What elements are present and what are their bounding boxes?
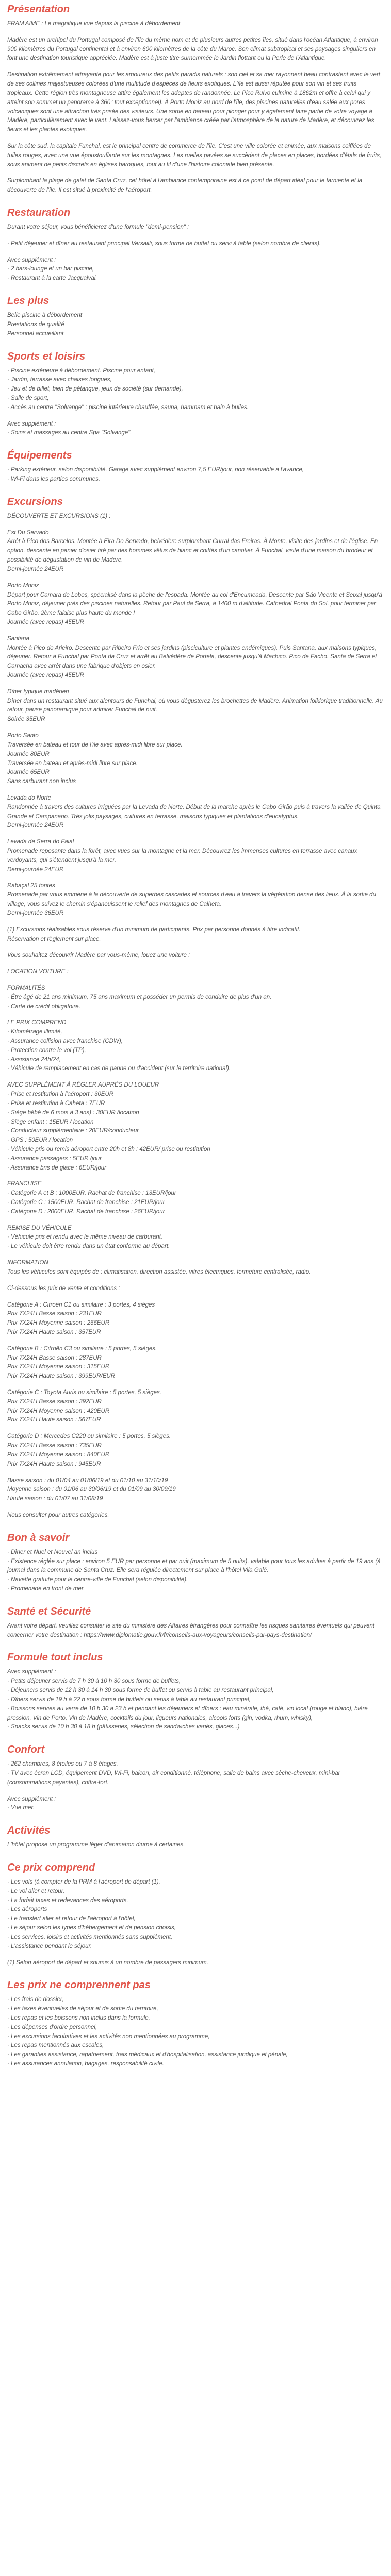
text-line: · La forfait taxes et redevances des aéroports,: [7, 1897, 128, 1904]
text-line: Levada do Norte: [7, 794, 52, 801]
text-line: Promenade par vous emmène à la découverte de superbes cascades et sources d'eau à travers la végétation dense des lieux. À la sortie du village, vous suivez le chemin s'épanouissent le relief des montagnes de Calheta.: [7, 892, 376, 908]
section-bon-a-savoir: [7, 1532, 384, 1594]
text-line: · Siège enfant : 15EUR / location: [7, 1118, 94, 1125]
text-block: [7, 1622, 384, 1640]
text-line: Surplombant la plage de galet de Santa Cruz, cet hôtel à l'ambiance contemporaine est à ce point de départ idéal pour le farniente et la découverte de l'île. Il est situé à proximité de l'aéroport.: [7, 178, 363, 194]
text-line: · L'assistance pendant le séjour.: [7, 1943, 92, 1950]
text-block: [7, 142, 384, 170]
section-title-formule-tout-inclus: Formule tout inclus: [7, 1652, 103, 1664]
text-line: Traversée en bateau et après-midi libre sur place.: [7, 760, 138, 767]
text-line: Journée (avec repas) 45EUR: [7, 619, 84, 625]
section-title-excursions: Excursions: [7, 496, 63, 507]
text-line: · Les repas mentionnés aux escales,: [7, 2042, 104, 2049]
text-line: · Accès au centre "Solvange" : piscine intérieure chauffée, sauna, hammam et bain à bulles.: [7, 404, 249, 411]
text-line: Personnel accueillant: [7, 330, 64, 337]
text-line: Santana: [7, 635, 29, 642]
section-title-ne-comprend-pas: Les prix ne comprennent pas: [7, 1979, 151, 1991]
section-confort: [7, 1743, 384, 1813]
text-line: Tous les véhicules sont équipés de : climatisation, direction assistée, vitres électriques, fermeture centralisée, radio.: [7, 1268, 311, 1275]
text-line: · Véhicule pris et rendu avec le même niveau de carburant,: [7, 1234, 163, 1241]
text-line: · Véhicule de remplacement en cas de panne ou d'accident (sur le territoire national).: [7, 1065, 231, 1072]
text-line: · Navette gratuite pour le centre-ville de Funchal (selon disponibilité).: [7, 1577, 188, 1583]
text-block: [7, 688, 384, 724]
text-line: · Restaurant à la carte Jacqualvai.: [7, 275, 97, 282]
text-line: · Siège bébé de 6 mois à 3 ans) : 30EUR /location: [7, 1109, 139, 1116]
text-line: · Être âgé de 21 ans minimum, 75 ans maximum et posséder un permis de conduire de plus d'un an.: [7, 994, 272, 1001]
section-title-sante-securite: Santé et Sécurité: [7, 1605, 91, 1617]
text-line: Catégorie C : Toyota Auris ou similaire : 5 portes, 5 sièges.: [7, 1389, 161, 1396]
text-block: [7, 20, 384, 29]
text-line: · Kilométrage illimité,: [7, 1029, 62, 1036]
text-block: [7, 1284, 384, 1294]
text-line: · Catégorie A et B : 1000EUR. Rachat de franchise : 13EUR/jour: [7, 1190, 176, 1197]
text-line: Sans carburant non inclus: [7, 778, 76, 785]
text-line: Randonnée à travers des cultures irriguées par la Levada de Norte. Début de la marche après le Cabo Girão puis à travers la vallée de Quinta Grande et Campanario. Très jolis paysages, cultures en terrasse, maisons typiques et plantations d'eucalyptus.: [7, 804, 381, 820]
text-block: [7, 968, 384, 977]
text-line: Vous souhaitez découvrir Madère par vous-même, louez une voiture :: [7, 952, 190, 959]
section-sante-securite: [7, 1605, 384, 1640]
text-line: · Snacks servis de 10 h 30 à 18 h (pâtisseries, sélection de sandwiches variés, glaces...): [7, 1724, 240, 1731]
text-line: AVEC SUPPLÉMENT À RÉGLER AUPRÈS DU LOUEUR: [7, 1082, 159, 1089]
text-line: Montée à Pico do Arieiro. Descente par Ribeiro Frio et ses jardins (pisciculture et plantes endémiques). Puis Santana, aux maisons typiques, déjeuner. Retour à Funchal par Ponta da Cruz et arrêt au Belvédère de Portela, descente jusqu'à Machico. Pico de Facho. Santa de Serra et Camacha avec arrêt dans une fabrique d'objets en osier.: [7, 645, 377, 670]
text-block: [7, 1959, 384, 1968]
text-line: Prestations de qualité: [7, 321, 64, 328]
section-formule-tout-inclus: [7, 1651, 384, 1732]
text-line: Prix 7X24H Moyenne saison : 420EUR: [7, 1408, 110, 1414]
text-line: Levada de Serra do Faial: [7, 839, 74, 845]
text-line: · Les assurances annulation, bagages, responsabilité civile.: [7, 2061, 164, 2067]
text-line: · Salle de sport,: [7, 395, 49, 401]
text-line: Moyenne saison : du 01/06 au 30/06/19 et du 01/09 au 30/09/19: [7, 1486, 176, 1493]
text-block: [7, 71, 384, 135]
section-title-confort: Confort: [7, 1744, 45, 1756]
text-line: · Déjeuners servis de 12 h 30 à 14 h 30 sous forme de buffet ou servis à table au restaurant principal,: [7, 1687, 274, 1694]
text-block: [7, 1548, 384, 1594]
text-line: · Les aéroports: [7, 1906, 47, 1913]
text-line: Prix 7X24H Basse saison : 231EUR: [7, 1311, 102, 1317]
text-line: Porto Santo: [7, 733, 39, 739]
text-line: · Assurance collision avec franchise (CDW),: [7, 1038, 123, 1044]
text-line: · Les taxes éventuelles de séjour et de sortie du territoire,: [7, 2006, 158, 2012]
text-line: Prix 7X24H Moyenne saison : 315EUR: [7, 1364, 110, 1370]
section-title-equipements: Équipements: [7, 450, 72, 462]
text-line: · Véhicule pris ou remis aéroport entre 20h et 8h : 42EUR/ prise ou restitution: [7, 1146, 210, 1153]
text-line: · Catégorie C : 1500EUR. Rachat de franchise : 21EUR/jour: [7, 1199, 165, 1206]
text-block: [7, 367, 384, 413]
text-block: [7, 1301, 384, 1337]
section-title-presentation: Présentation: [7, 4, 70, 15]
section-equipements: [7, 449, 384, 484]
text-line: · Petits déjeuner servis de 7 h 30 à 10 h 30 sous forme de buffets,: [7, 1678, 181, 1685]
text-line: · Les vols (à compter de la PRM à l'aéroport de départ (1),: [7, 1879, 160, 1885]
text-line: · GPS : 50EUR / location: [7, 1137, 73, 1144]
section-title-les-plus: Les plus: [7, 295, 50, 307]
text-line: Avec supplément :: [7, 1795, 56, 1802]
section-ne-comprend-pas: [7, 1979, 384, 2069]
text-line: Avec supplément :: [7, 420, 56, 427]
text-line: Belle piscine à débordement: [7, 312, 83, 319]
text-line: LE PRIX COMPREND: [7, 1020, 67, 1026]
text-block: [7, 794, 384, 831]
text-line: · 2 bars-lounge et un bar piscine,: [7, 266, 94, 273]
text-block: [7, 838, 384, 874]
section-title-activites: Activités: [7, 1825, 51, 1837]
text-line: · Le vol aller et retour,: [7, 1888, 65, 1894]
section-ce-prix-comprend: [7, 1861, 384, 1968]
text-line: · Existence réglée sur place : environ 5 EUR par personne et par nuit (maximum de 5 nuits), valable pour tous les adultes à partir de 19 ans (à journal dans la commune de Santa Cruz. Elle sera régulée directement sur place à l'hôtel Vila Galé.: [7, 1558, 381, 1574]
text-line: Promenade reposante dans la forêt, avec vues sur la montagne et la mer. Découvrez les immenses cultures en terrasse avec canaux verdoyants, qui s'étendent jusqu'à la mer.: [7, 848, 357, 863]
text-line: Durant votre séjour, vous bénéficierez d'une formule "demi-pension" :: [7, 224, 189, 230]
text-line: Dîner typique madérien: [7, 688, 69, 695]
text-line: · Protection contre le vol (TP),: [7, 1047, 86, 1054]
text-line: Catégorie D : Mercedes C220 ou similaire : 5 portes, 5 sièges.: [7, 1433, 171, 1440]
text-block: [7, 926, 384, 944]
text-block: [7, 1760, 384, 1787]
text-block: [7, 1878, 384, 1952]
text-block: [7, 240, 384, 249]
text-block: [7, 1995, 384, 2069]
text-line: Basse saison : du 01/04 au 01/06/19 et du 01/10 au 31/10/19: [7, 1477, 168, 1484]
section-title-restauration: Restauration: [7, 207, 71, 218]
text-block: [7, 1432, 384, 1469]
text-line: · Le transfert aller et retour de l'aéroport à l'hôtel,: [7, 1916, 136, 1922]
text-line: Porto Moniz: [7, 582, 39, 589]
text-line: · Boissons servies au verre de 10 h 30 à 23 h et pendant les déjeuners et dîners : eau minérale, thé, café, vin local (rouge et blanc), bière pression, Vin de Porto, Vin de Madère, cocktails du jour, liqueurs nationales, alcools forts (gin, vodka, rhum, whisky),: [7, 1705, 368, 1721]
text-block: [7, 311, 384, 338]
text-line: · Le séjour selon les types d'hébergement et de pension choisis,: [7, 1925, 176, 1931]
section-restauration: [7, 207, 384, 283]
text-block: [7, 1511, 384, 1520]
section-les-plus: [7, 295, 384, 338]
text-line: Avec supplément :: [7, 1669, 56, 1675]
text-block: [7, 951, 384, 960]
text-line: Soirée 35EUR: [7, 716, 45, 723]
text-block: [7, 1477, 384, 1504]
text-line: Prix 7X24H Haute saison : 945EUR: [7, 1461, 101, 1467]
text-line: Demi-journée 36EUR: [7, 910, 64, 917]
text-line: · TV avec écran LCD, équipement DVD, Wi-Fi, balcon, air conditionné, téléphone, salle de bains avec sèche-cheveux, mini-bar (consommations payantes), coffre-fort.: [7, 1770, 340, 1786]
text-block: [7, 635, 384, 681]
text-line: · Conducteur supplémentaire : 20EUR/conducteur: [7, 1128, 139, 1134]
text-block: [7, 984, 384, 1011]
text-line: Est Du Servado: [7, 529, 49, 536]
text-block: [7, 1180, 384, 1216]
text-line: Madère est un archipel du Portugal composé de l'île du même nom et de plusieurs autres petites îles, situé dans l'océan Atlantique, à environ 900 kilomètres du Portugal continental et à environ 600 kilomètres de la côte du Maroc. Son climat subtropical et ses paysages singuliers en font une destination touristique appréciée. Madère est à juste titre surnommée le Jardin flottant ou la Perle de l'Atlantique.: [7, 37, 378, 62]
text-block: [7, 1841, 384, 1850]
text-block: [7, 1668, 384, 1732]
text-line: L'hôtel propose un programme léger d'animation diurne à certaines.: [7, 1842, 185, 1849]
text-line: · Dîner et Nuel et Nouvel an inclus: [7, 1549, 98, 1555]
text-line: Catégorie A : Citroën C1 ou similaire : 3 portes, 4 sièges: [7, 1301, 155, 1308]
text-line: Sur la côte sud, la capitale Funchal, est le principal centre de commerce de l'île. C'est une ville colorée et animée, aux maisons coiffées de tuiles rouges, avec une vue époustouflante sur les montagnes. Les ruelles pavées se succèdent de places en places, bordées d'étals de fruits, sous animent de petits discrets en églises baroques, tout au fil d'une l'histoire coloniale bien présente.: [7, 143, 382, 168]
text-line: FRANCHISE: [7, 1181, 42, 1188]
text-line: Journée (avec repas) 45EUR: [7, 672, 84, 679]
text-line: · Le véhicule doit être rendu dans un état conforme au départ.: [7, 1243, 170, 1250]
text-line: · Prise et restitution à l'aéroport : 30EUR: [7, 1091, 114, 1098]
text-line: Départ pour Camara de Lobos, spécialisé dans la pêche de l'espada. Montée au col d'Encumeada. Descente par São Vicente et Seixal jusqu'à Porto Moniz, déjeuner près des piscines naturelles. Retour par Paul da Serra, à 1400 m d'altitude. Cathedral Ponta do Sol, pour terminer par Cabo Girão, 2ème falaise plus haute du monde !: [7, 591, 382, 617]
section-title-sports-loisirs: Sports et loisirs: [7, 350, 86, 362]
section-excursions: [7, 496, 384, 1520]
text-block: [7, 1081, 384, 1173]
section-title-ce-prix-comprend: Ce prix comprend: [7, 1862, 95, 1873]
text-line: Journée 65EUR: [7, 769, 50, 776]
text-line: REMISE DU VÉHICULE: [7, 1225, 72, 1231]
text-block: [7, 36, 384, 63]
text-block: [7, 1224, 384, 1251]
text-block: [7, 882, 384, 918]
text-line: Demi-journée 24EUR: [7, 822, 64, 829]
text-line: · Les repas et les boissons non inclus dans la formule,: [7, 2014, 150, 2021]
text-line: Prix 7X24H Basse saison : 735EUR: [7, 1443, 102, 1449]
text-line: · Prise et restitution à Caheta : 7EUR: [7, 1100, 105, 1107]
text-line: · Soins et massages au centre Spa "Solvange".: [7, 430, 132, 436]
text-line: · Assurance passagers : 5EUR /jour: [7, 1155, 102, 1162]
text-block: [7, 466, 384, 484]
text-line: Prix 7X24H Haute saison : 399EUR/EUR: [7, 1373, 116, 1380]
text-line: · Jeu et de billet, bien de pétanque, jeux de société (sur demande),: [7, 386, 183, 393]
text-line: Journée 80EUR: [7, 751, 50, 757]
text-line: INFORMATION: [7, 1260, 48, 1266]
text-line: · Assistance 24h/24,: [7, 1056, 61, 1063]
text-line: · Catégorie D : 2000EUR. Rachat de franchise : 26EUR/jour: [7, 1208, 165, 1215]
text-line: Prix 7X24H Moyenne saison : 840EUR: [7, 1451, 110, 1458]
text-line: Avant votre départ, veuillez consulter le site du ministère des Affaires étrangères pour connaître les risques sanitaires éventuels qui peuvent concerner votre destination : https://www.diplomatie.gouv.fr/fr/conseils-aux-voyageurs/conseils-par-pays-destination/: [7, 1622, 375, 1638]
section-activites: [7, 1824, 384, 1850]
text-block: [7, 1345, 384, 1381]
text-block: [7, 223, 384, 232]
text-line: · Petit déjeuner et dîner au restaurant principal Versailli, sous forme de buffet ou servi à table (selon nombre de clients).: [7, 240, 321, 247]
text-line: Catégorie B : Citroën C3 ou similaire : 5 portes, 5 sièges.: [7, 1345, 157, 1352]
text-line: Demi-journée 24EUR: [7, 866, 64, 873]
text-line: Haute saison : du 01/07 au 31/08/19: [7, 1496, 103, 1502]
text-line: · Les garanties assistance, rapatriement, frais médicaux et d'hospitalisation, assistance juridique et pénale,: [7, 2052, 288, 2058]
text-block: [7, 512, 384, 521]
text-line: Dîner dans un restaurant situé aux alentours de Funchal, où vous dégusterez les brochettes de Madère. Animation folklorique traditionnelle. Au retour, pause panoramique pour admirer Funchal de nuit.: [7, 698, 383, 714]
section-sports-loisirs: [7, 350, 384, 438]
text-line: FRAM'AIME : Le magnifique vue depuis la piscine à débordement: [7, 21, 181, 27]
text-block: [7, 1795, 384, 1814]
text-line: · Promenade en front de mer.: [7, 1586, 85, 1592]
text-line: Prix 7X24H Haute saison : 567EUR: [7, 1417, 101, 1423]
text-block: [7, 582, 384, 628]
text-line: · Jardin, terrasse avec chaises longues,: [7, 377, 112, 383]
text-line: Traversée en bateau et tour de l'île avec après-midi libre sur place.: [7, 741, 183, 748]
text-line: Ci-dessous les prix de vente et conditions :: [7, 1285, 120, 1292]
text-line: Rabaçal 25 fontes: [7, 883, 55, 889]
text-line: · Les dépenses d'ordre personnel,: [7, 2024, 97, 2030]
text-line: · Les services, loisirs et activités mentionnés sans supplément,: [7, 1934, 173, 1940]
text-line: Prix 7X24H Haute saison : 357EUR: [7, 1329, 101, 1335]
text-line: Nous consulter pour autres catégories.: [7, 1512, 109, 1518]
text-block: [7, 420, 384, 438]
text-line: · Assurance bris de glace : 6EUR/jour: [7, 1164, 106, 1171]
text-line: · Vue mer.: [7, 1805, 35, 1811]
text-block: [7, 1259, 384, 1277]
text-block: [7, 256, 384, 283]
text-line: · Les frais de dossier,: [7, 1996, 64, 2003]
text-line: · Wi-Fi dans les parties communes.: [7, 476, 101, 482]
text-block: [7, 1388, 384, 1425]
text-line: Prix 7X24H Moyenne saison : 266EUR: [7, 1320, 110, 1327]
text-block: [7, 1019, 384, 1074]
section-title-bon-a-savoir: Bon à savoir: [7, 1532, 70, 1544]
text-line: · Les excursions facultatives et les activités non mentionnées au programme,: [7, 2033, 210, 2040]
text-line: Prix 7X24H Basse saison : 287EUR: [7, 1354, 102, 1361]
text-line: · 262 chambres, 8 étoiles ou 7 à 8 étages.: [7, 1761, 118, 1768]
text-line: FORMALITÉS: [7, 985, 45, 991]
text-block: [7, 732, 384, 787]
text-line: DÉCOUVERTE ET EXCURSIONS (1) :: [7, 513, 111, 519]
text-line: (1) Excursions réalisables sous réserve d'un minimum de participants. Prix par personne donnés à titre indicatif.: [7, 926, 301, 933]
text-block: [7, 529, 384, 574]
section-presentation: [7, 3, 384, 195]
text-block: [7, 177, 384, 195]
text-line: · Dîners servis de 19 h à 22 h sous forme de buffets ou servis à table au restaurant principal,: [7, 1696, 251, 1703]
text-line: · Piscine extérieure à débordement. Piscine pour enfant,: [7, 367, 156, 374]
text-line: · Parking extérieur, selon disponibilité. Garage avec supplément environ 7,5 EUR/jour, non réservable à l'avance,: [7, 467, 304, 473]
text-line: Demi-journée 24EUR: [7, 566, 64, 572]
text-line: LOCATION VOITURE :: [7, 969, 69, 975]
text-line: (1) Selon aéroport de départ et soumis à un nombre de passagers minimum.: [7, 1959, 208, 1966]
text-line: · Carte de crédit obligatoire.: [7, 1003, 80, 1010]
text-line: Destination extrêmement attrayante pour les amoureux des petits paradis naturels : son ciel et sa mer rayonnent beau contrastent avec le vert de ses collines majestueuses colorées d'une multitude d'espèces de fleurs exotiques. L'île est aussi réputée pour son vin et ses fruits tropicaux. Cette région très montagneuse attire également les adeptes de randonnée. Le Pico Ruivo culmine à 1862m et offre à celui qui y atteint son sommet un panorama à 360° tout exceptionnel). À Porto Moniz au nord de l'île, des piscines naturelles d'eau salée aux pores volcaniques sont une attraction très prisée des visiteurs. Une sortie en bateau pour plonger pour y également faire partie de votre voyage à Madère, particulièrement avec le vent. Laissez-vous bercer par l'ambiance créée par l'atmosphère de la nature de Madère, et découvrez les fleurs et les plantes exotiques.: [7, 72, 380, 133]
text-line: Réservation et règlement sur place.: [7, 936, 101, 942]
text-line: Avec supplément :: [7, 257, 56, 263]
text-line: Prix 7X24H Basse saison : 392EUR: [7, 1398, 102, 1405]
text-line: Arrêt à Pico dos Barcelos. Montée à Eira Do Servado, belvédère surplombant Curral das Freiras. À Monte, visite des jardins et de l'église. En option, descente en panier d'osier tiré par des hommes vêtus de blanc et coiffés d'un canotier. À Funchal, visite d'une maison du brodeur et possibilité de dégustation de vin de Madère.: [7, 538, 378, 564]
